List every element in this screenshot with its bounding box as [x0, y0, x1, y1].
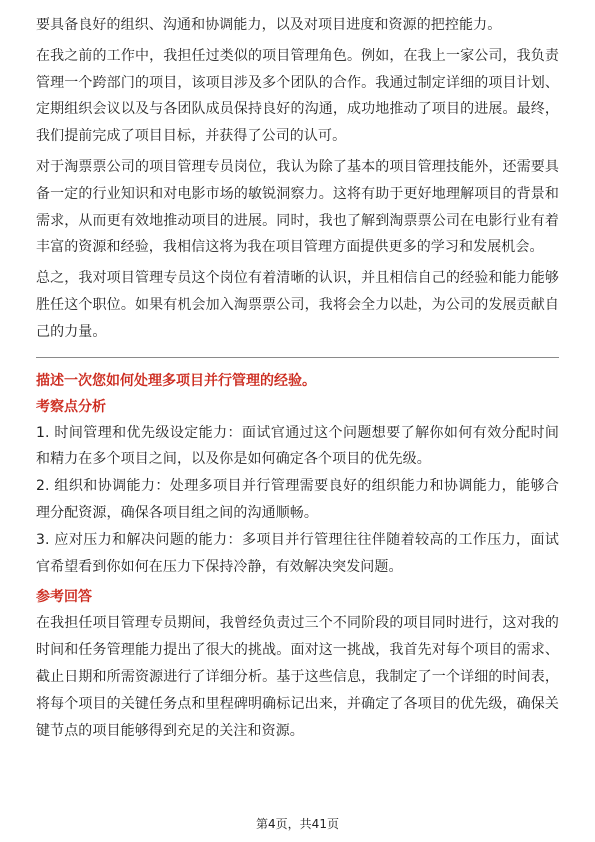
- page-footer: 第4页，共41页: [256, 817, 339, 831]
- section-divider: [36, 357, 559, 358]
- analysis-item-2: 2. 组织和协调能力：处理多项目并行管理需要良好的组织能力和协调能力，能够合理分配资源，确保各项目组之间的沟通顺畅。: [36, 478, 559, 521]
- intro-paragraph-3: 对于淘票票公司的项目管理专员岗位，我认为除了基本的项目管理技能外，还需要具备一定的行业知识和对电影市场的敏锐洞察力。这将有助于更好地理解项目的背景和需求，从而更有效地推动项目的进展。同时，我也了解到淘票票公司在电影行业有着丰富的资源和经验，我相信这将为我在项目管理方面提供更多的学习和发展机会。: [36, 158, 559, 256]
- reference-answer: 在我担任项目管理专员期间，我曾经负责过三个不同阶段的项目同时进行，这对我的时间和任务管理能力提出了很大的挑战。面对这一挑战，我首先对每个项目的需求、截止日期和所需资源进行了详细分析。基于这些信息，我制定了一个详细的时间表，将每个项目的关键任务点和里程碑明确标记出来，并确定了各项目的优先级，确保关键节点的项目能够得到充足的关注和资源。: [36, 615, 559, 739]
- intro-paragraph-4: 总之，我对项目管理专员这个岗位有着清晰的认识，并且相信自己的经验和能力能够胜任这个职位。如果有机会加入淘票票公司，我将会全力以赴，为公司的发展贡献自己的力量。: [36, 270, 559, 340]
- intro-paragraph-1: 要具备良好的组织、沟通和协调能力，以及对项目进度和资源的把控能力。: [36, 17, 502, 33]
- analysis-title: 考察点分析: [36, 398, 106, 415]
- analysis-item-1: 1. 时间管理和优先级设定能力：面试官通过这个问题想要了解你如何有效分配时间和精力在多个项目之间，以及你是如何确定各个项目的优先级。: [36, 424, 559, 468]
- question-heading: 描述一次您如何处理多项目并行管理的经验。: [36, 372, 316, 389]
- reference-title: 参考回答: [36, 589, 92, 606]
- analysis-item-3: 3. 应对压力和解决问题的能力：多项目并行管理往往伴随着较高的工作压力，面试官希望看到你如何在压力下保持冷静，有效解决突发问题。: [36, 531, 559, 575]
- intro-paragraph-2: 在我之前的工作中，我担任过类似的项目管理角色。例如，在我上一家公司，我负责管理一个跨部门的项目，该项目涉及多个团队的合作。我通过制定详细的项目计划、定期组织会议以及与各团队成员保持良好的沟通，成功地推动了项目的进展。最终，我们提前完成了项目目标，并获得了公司的认可。: [36, 47, 559, 145]
- document-body: [36, 12, 559, 744]
